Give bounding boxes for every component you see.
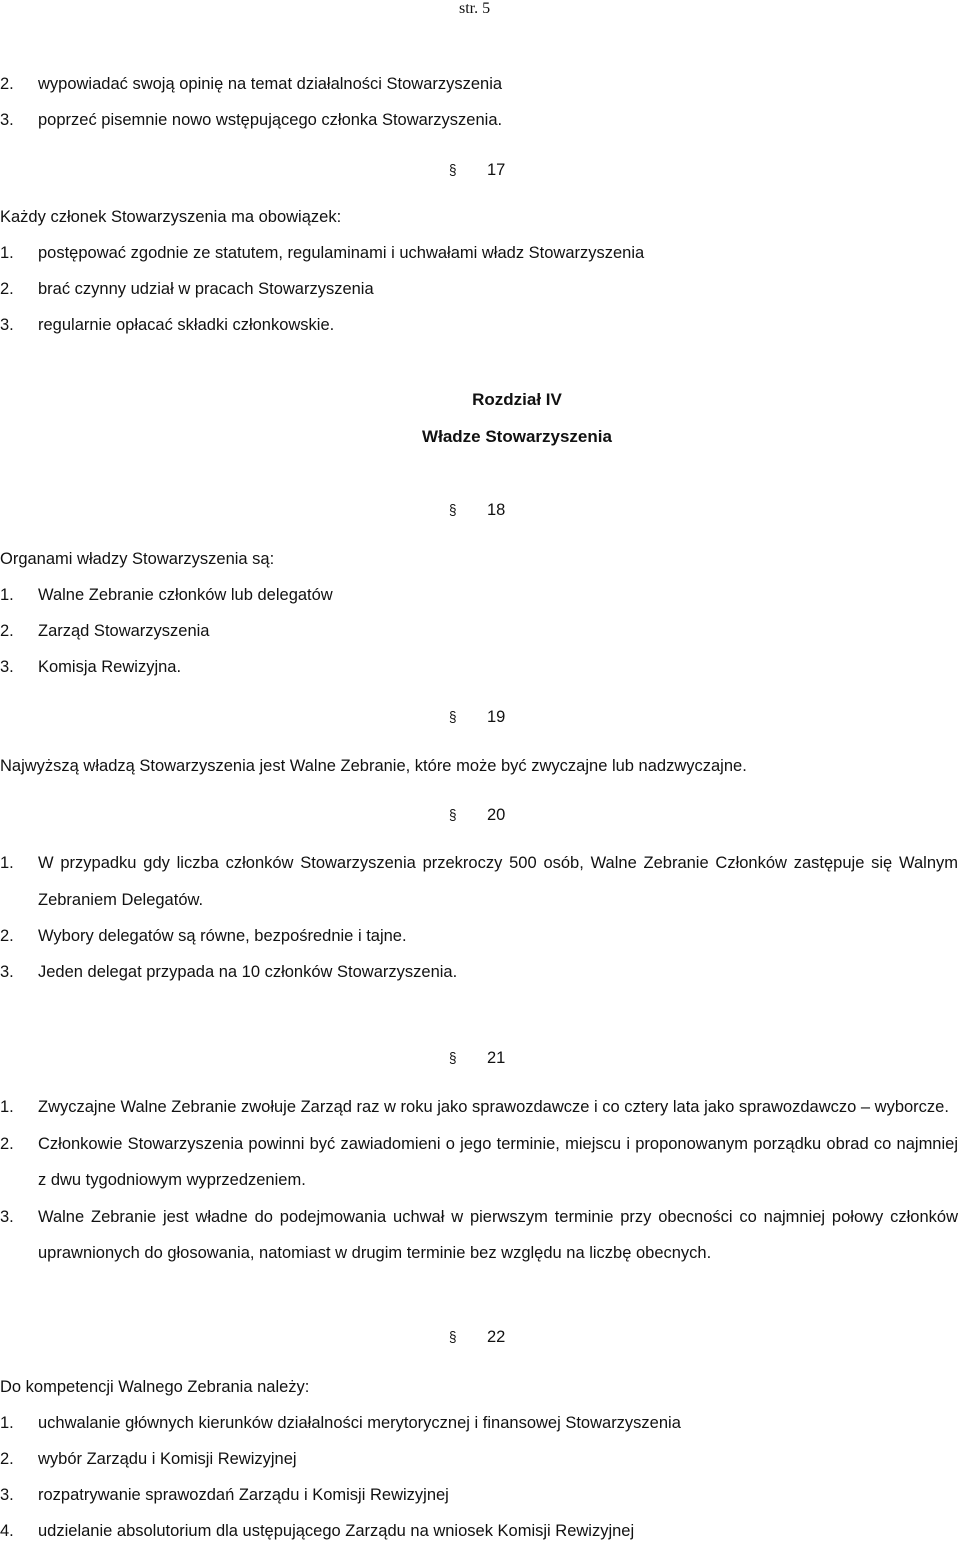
- paragraph-intro: Organami władzy Stowarzyszenia są:: [0, 550, 275, 568]
- list-item-text: Komisja Rewizyjna.: [38, 658, 182, 676]
- section-symbol-icon: §: [449, 1329, 457, 1346]
- list-item: [0, 1126, 958, 1199]
- list-item-text: uchwalanie głównych kierunków działalności merytorycznej i finansowej Stowarzyszenia: [38, 1414, 681, 1432]
- list-item: [0, 102, 958, 138]
- list-item-number: 3.: [0, 963, 14, 981]
- paragraph-number: 19: [487, 708, 506, 726]
- list-item: [0, 613, 958, 649]
- list-item-number: 3.: [0, 1207, 14, 1226]
- paragraph-text: Najwyższą władzą Stowarzyszenia jest Walne Zebranie, które może być zwyczajne lub nadzwyczajne.: [0, 757, 747, 775]
- list-item-text: Zwyczajne Walne Zebranie zwołuje Zarząd raz w roku jako sprawozdawcze i co cztery lata jako sprawozdawczo – wyborcze.: [38, 1098, 949, 1116]
- list-item-text: rozpatrywanie sprawozdań Zarządu i Komisji Rewizyjnej: [38, 1486, 449, 1504]
- list-item-number: 1.: [0, 586, 14, 604]
- list-item-number: 1.: [0, 1414, 14, 1432]
- paragraph-intro: Do kompetencji Walnego Zebrania należy:: [0, 1378, 310, 1396]
- list-item-text: regularnie opłacać składki członkowskie.: [38, 316, 335, 334]
- list-item-text: Jeden delegat przypada na 10 członków Stowarzyszenia.: [38, 963, 458, 981]
- list-item-text: brać czynny udział w pracach Stowarzyszenia: [38, 280, 374, 298]
- list-item-number: 3.: [0, 1486, 14, 1504]
- list-item: [0, 66, 958, 102]
- section-symbol-icon: §: [449, 1050, 457, 1067]
- list-item-number: 2.: [0, 622, 14, 640]
- list-item-number: 1.: [0, 244, 14, 262]
- paragraph-number: 22: [487, 1328, 506, 1346]
- paragraph-19-body: [0, 748, 958, 784]
- list-item-number: 3.: [0, 111, 14, 129]
- list-item-number: 4.: [0, 1522, 14, 1540]
- list-item-text: Członkowie Stowarzyszenia powinni być zawiadomieni o jego terminie, miejscu i proponowanym porządku obrad co najmniej z dwu tygodniowym wyprzedzeniem.: [38, 1134, 958, 1189]
- list-item-text: Wybory delegatów są równe, bezpośrednie i tajne.: [38, 927, 407, 945]
- list-item-number: 3.: [0, 658, 14, 676]
- list-item: [0, 1513, 958, 1549]
- section-symbol-icon: §: [449, 502, 457, 519]
- member-rights-list-continued: [0, 66, 958, 138]
- paragraph-number: 17: [487, 161, 506, 179]
- list-item: [0, 1199, 958, 1272]
- paragraph-19-heading: [449, 702, 505, 732]
- list-item: [0, 1441, 958, 1477]
- list-item-number: 2.: [0, 75, 14, 93]
- section-symbol-icon: §: [449, 162, 457, 179]
- list-item-text: Walne Zebranie członków lub delegatów: [38, 586, 333, 604]
- paragraph-17-body: [0, 199, 958, 343]
- paragraph-number: 18: [487, 501, 506, 519]
- chapter-label: Rozdział IV: [472, 390, 562, 409]
- list-item: [0, 577, 958, 613]
- list-item: [0, 1405, 958, 1441]
- list-item-number: 2.: [0, 1134, 14, 1153]
- list-item: [0, 307, 958, 343]
- list-item-text: W przypadku gdy liczba członków Stowarzyszenia przekroczy 500 osób, Walne Zebranie Członków zastępuje się Walnym Zebraniem Delegatów.: [38, 854, 958, 909]
- list-item-text: Walne Zebranie jest władne do podejmowania uchwał w pierwszym terminie przy obecności co najmniej połowy członków uprawnionych do głosowania, natomiast w drugim terminie bez względu na liczbę obecnych.: [38, 1207, 958, 1262]
- paragraph-21-heading: [449, 1043, 505, 1073]
- list-item: [0, 235, 958, 271]
- list-item-number: 1.: [0, 1098, 14, 1116]
- list-item-text: udzielanie absolutorium dla ustępującego Zarządu na wniosek Komisji Rewizyjnej: [38, 1522, 635, 1540]
- paragraph-number: 21: [487, 1049, 506, 1067]
- section-symbol-icon: §: [449, 709, 457, 726]
- paragraph-17-heading: [449, 155, 505, 185]
- paragraph-20-heading: [449, 800, 505, 830]
- list-item: [0, 918, 958, 954]
- list-item-number: 2.: [0, 280, 14, 298]
- list-item: [0, 1477, 958, 1513]
- page-number: str. 5: [459, 0, 491, 17]
- paragraph-21-body: [0, 1089, 958, 1272]
- list-item: [0, 845, 958, 918]
- list-item: [0, 271, 958, 307]
- list-item-number: 2.: [0, 1450, 14, 1468]
- paragraph-18-heading: [449, 495, 505, 525]
- paragraph-18-body: [0, 541, 958, 685]
- chapter-title: Władze Stowarzyszenia: [422, 427, 612, 446]
- list-item-text: wybór Zarządu i Komisji Rewizyjnej: [38, 1450, 297, 1468]
- list-item: [0, 1089, 958, 1126]
- list-item-text: wypowiadać swoją opinię na temat działalności Stowarzyszenia: [38, 75, 503, 93]
- list-item-number: 2.: [0, 927, 14, 945]
- paragraph-intro: Każdy członek Stowarzyszenia ma obowiązek:: [0, 208, 342, 226]
- list-item: [0, 954, 958, 990]
- list-item-number: 3.: [0, 316, 14, 334]
- paragraph-22-body: [0, 1369, 958, 1549]
- list-item: [0, 649, 958, 685]
- list-item-number: 1.: [0, 854, 14, 872]
- list-item-text: Zarząd Stowarzyszenia: [38, 622, 210, 640]
- paragraph-number: 20: [487, 806, 506, 824]
- section-symbol-icon: §: [449, 807, 457, 824]
- list-item-text: poprzeć pisemnie nowo wstępującego członka Stowarzyszenia.: [38, 111, 503, 129]
- paragraph-20-body: [0, 845, 958, 990]
- list-item-text: postępować zgodnie ze statutem, regulaminami i uchwałami władz Stowarzyszenia: [38, 244, 645, 262]
- paragraph-22-heading: [449, 1322, 505, 1352]
